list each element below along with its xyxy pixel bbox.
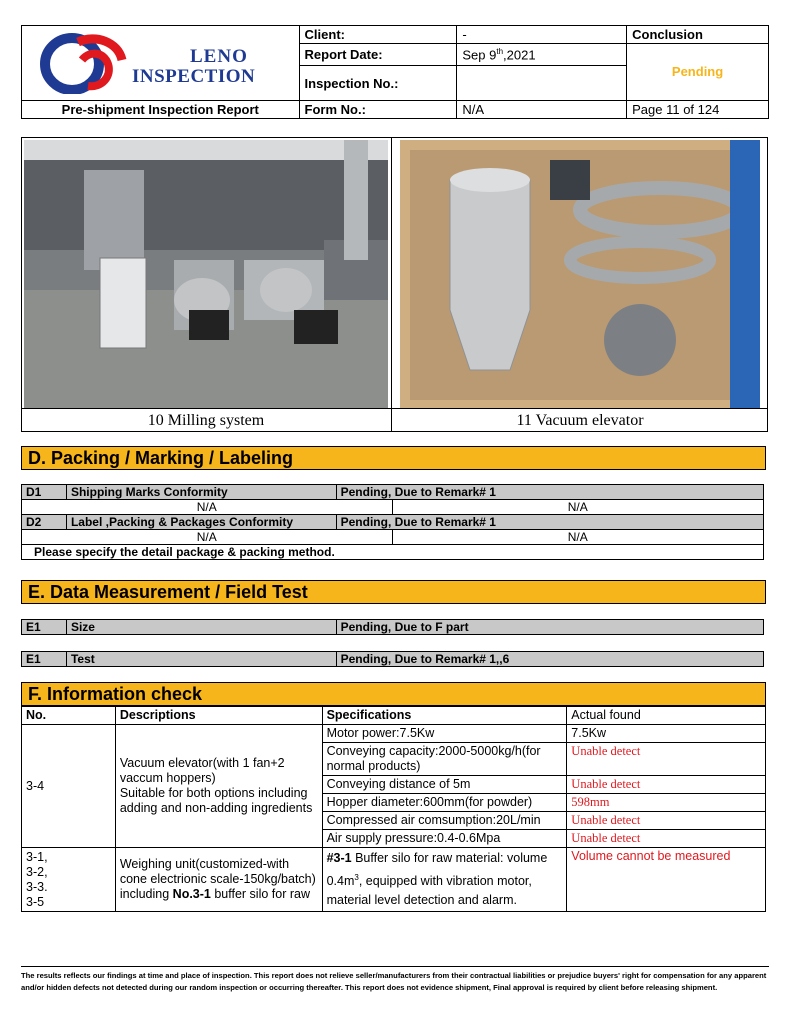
conclusion-status: Pending (627, 44, 769, 101)
client-label: Client: (299, 26, 457, 44)
leno-logo-icon (38, 30, 130, 94)
table-row: 3-4 Vacuum elevator(with 1 fan+2 vaccum hoppers) Suitable for both options including adding and non-adding ingredients Motor power:7.5Kw 7.5Kw (22, 725, 766, 743)
footer-disclaimer: The results reflects our findings at time and place of inspection. This report does not relieve seller/manufacturers from their contractual liabilities or prejudice buyers' right for compensation for any apparent and/or hidden defects not detected during our random inspection or occurring thereafter. This report does not evidence shipment, Final approval is required by client before releasing shipment. (21, 971, 767, 992)
group2-actual: Volume cannot be measured (567, 848, 766, 912)
logo-text-inspection: INSPECTION (132, 66, 256, 87)
section-e-title: E. Data Measurement / Field Test (21, 580, 766, 604)
form-no-value: N/A (457, 100, 627, 118)
logo-cell (22, 26, 300, 101)
client-value: - (457, 26, 627, 44)
table-row: D1 Shipping Marks Conformity Pending, Due to Remark# 1 (22, 485, 764, 500)
group2-spec: #3-1 Buffer silo for raw material: volume $0.4m^3$, equipped with vibration motor, material level detection and alarm. (322, 848, 567, 912)
photo-milling-system (24, 140, 388, 408)
table-row: N/A N/A (22, 500, 764, 515)
inspection-no-value (457, 66, 627, 100)
section-e-size-table (21, 619, 764, 635)
report-date-label: Report Date: (299, 44, 457, 66)
report-header (21, 25, 769, 119)
photo-vacuum-elevator (400, 140, 760, 408)
table-row: D2 Label ,Packing & Packages Conformity Pending, Due to Remark# 1 (22, 515, 764, 530)
table-row: Please specify the detail package & packing method. (22, 545, 764, 560)
section-f-title: F. Information check (21, 682, 766, 706)
group2-no: 3-1, 3-2, 3-3. 3-5 (22, 848, 116, 912)
table-row: Air supply pressure:0.4-0.6Mpa Unable detect (22, 830, 766, 848)
table-row: N/A N/A (22, 530, 764, 545)
group2-desc: Weighing unit(customized-with cone electrionic scale-150kg/batch) including No.3-1 buffer silo for raw (115, 848, 322, 912)
section-d-title: D. Packing / Marking / Labeling (21, 446, 766, 470)
photo-caption-2: 11 Vacuum elevator (516, 412, 644, 429)
report-date-value: Sep 9th,2021 (457, 44, 627, 66)
table-row: Conveying distance of 5m Unable detect (22, 776, 766, 794)
section-d-table (21, 484, 764, 560)
footer-divider (21, 966, 769, 967)
table-row: E1 Size Pending, Due to F part (22, 620, 764, 635)
report-title: Pre-shipment Inspection Report (22, 100, 300, 118)
inspection-no-label: Inspection No.: (299, 66, 457, 100)
table-row (22, 848, 766, 912)
form-no-label: Form No.: (299, 100, 457, 118)
photo-caption-1: 10 Milling system (147, 412, 265, 429)
information-check-table (21, 706, 766, 912)
table-header-row: No. Descriptions Specifications Actual found (22, 707, 766, 725)
logo-text-leno: LENO (190, 46, 248, 67)
table-row: Compressed air comsumption:20L/min Unable detect (22, 812, 766, 830)
page-number: Page 11 of 124 (627, 100, 769, 118)
table-row: E1 Test Pending, Due to Remark# 1,,6 (22, 652, 764, 667)
table-row: Hopper diameter:600mm(for powder) 598mm (22, 794, 766, 812)
table-row: Conveying capacity:2000-5000kg/h(for normal products) Unable detect (22, 743, 766, 776)
photo-panel (21, 137, 768, 432)
conclusion-label: Conclusion (627, 26, 769, 44)
section-e-test-table (21, 651, 764, 667)
